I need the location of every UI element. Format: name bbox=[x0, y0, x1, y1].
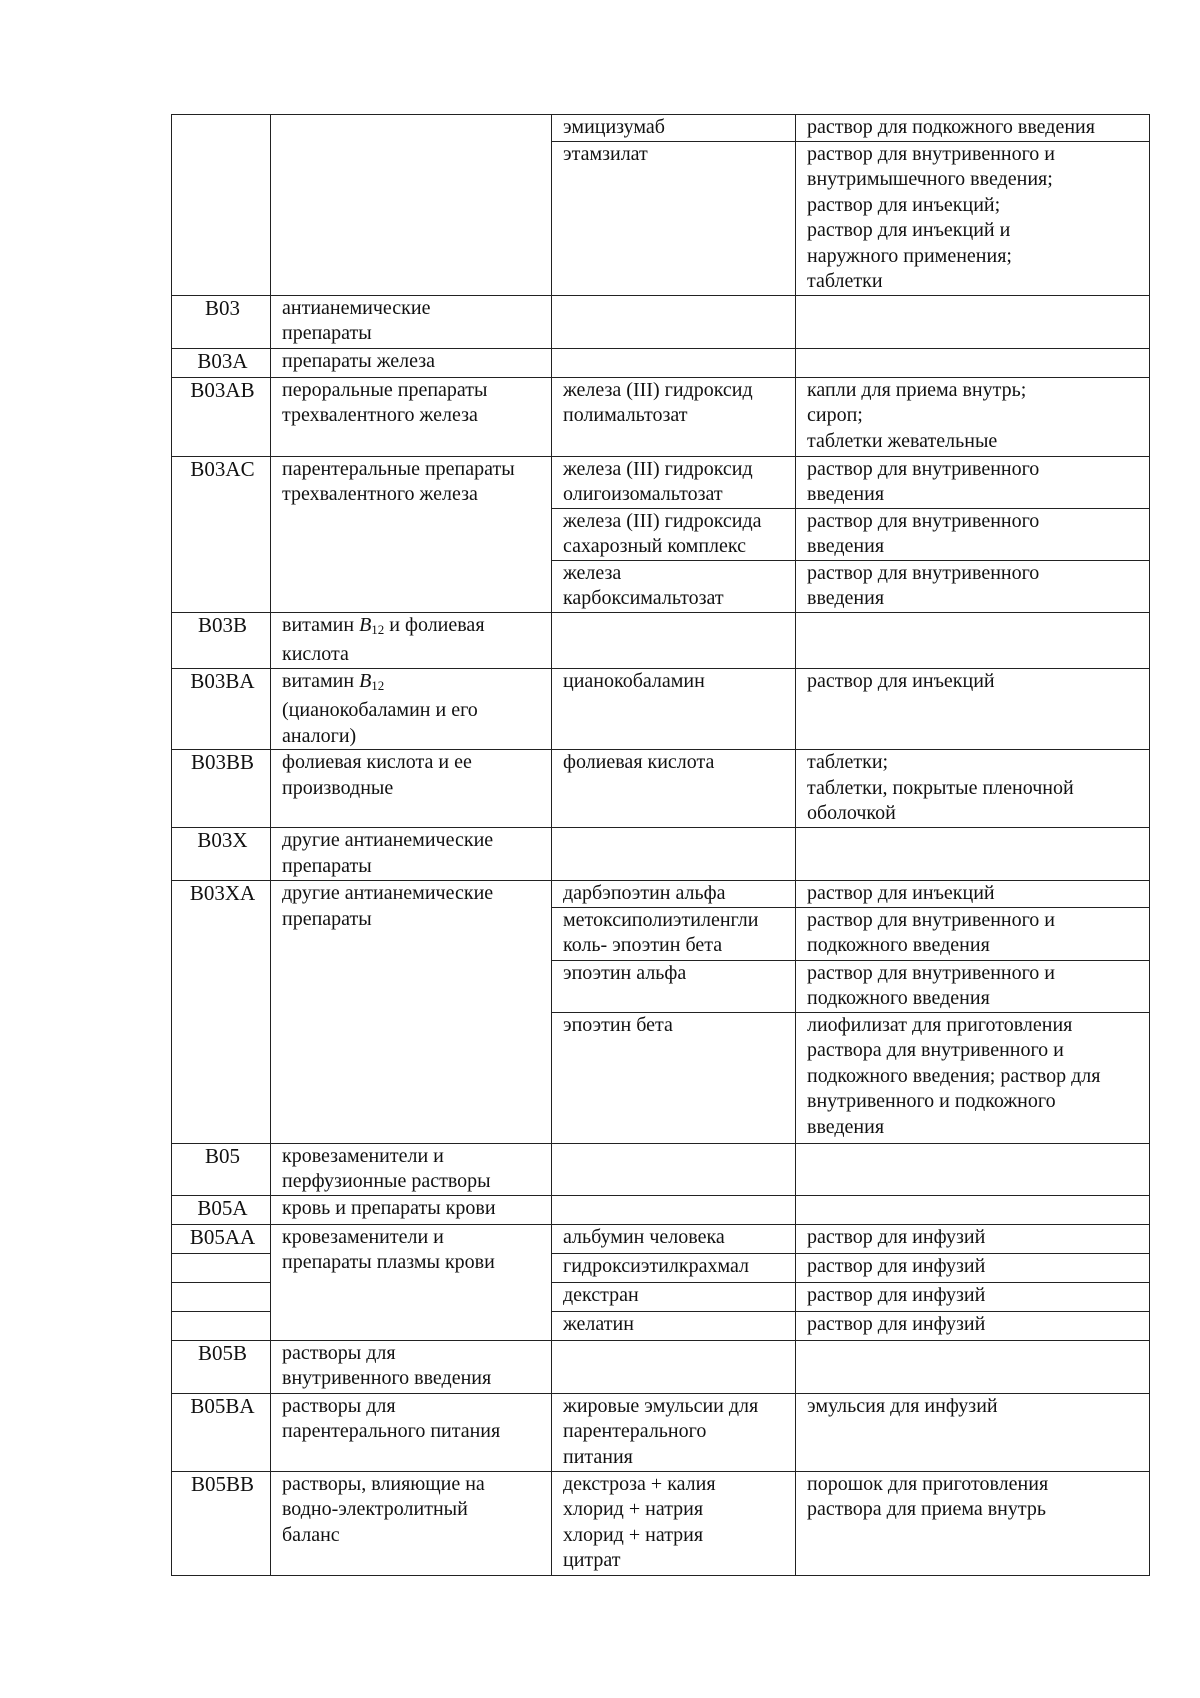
dosage-form-cell bbox=[796, 1340, 1150, 1393]
drug-name-cell bbox=[552, 348, 796, 377]
group-name-cell: пероральные препараты трехвалентного железа bbox=[271, 377, 552, 456]
drug-name-cell: железа (III) гидроксида сахарозный комплекс bbox=[552, 508, 796, 560]
group-name-cell: антианемические препараты bbox=[271, 295, 552, 348]
atc-code-cell: B05AA bbox=[172, 1224, 271, 1253]
vitamin-letter: В bbox=[359, 669, 372, 692]
table-row bbox=[172, 881, 1150, 908]
table-row bbox=[172, 1393, 1150, 1471]
atc-code-cell: B03 bbox=[172, 295, 271, 348]
drug-name-cell bbox=[552, 828, 796, 881]
drug-name-cell bbox=[552, 1143, 796, 1195]
atc-code-cell: B03XA bbox=[172, 881, 271, 1144]
table-row bbox=[172, 1340, 1150, 1393]
table-row bbox=[172, 115, 1150, 142]
dosage-form-cell: раствор для подкожного введения bbox=[796, 115, 1150, 142]
group-name-cell bbox=[271, 668, 552, 750]
drug-name-cell: дарбэпоэтин альфа bbox=[552, 881, 796, 908]
atc-code-cell: B03X bbox=[172, 828, 271, 881]
group-name-cell: растворы для внутривенного введения bbox=[271, 1340, 552, 1393]
dosage-form-cell bbox=[796, 1143, 1150, 1195]
atc-code-cell: B03AC bbox=[172, 456, 271, 612]
dosage-form-cell: раствор для инфузий bbox=[796, 1253, 1150, 1282]
drug-name-cell: фолиевая кислота bbox=[552, 750, 796, 828]
drug-name-cell: эмицизумаб bbox=[552, 115, 796, 142]
atc-code-cell bbox=[172, 1282, 271, 1311]
table-row bbox=[172, 828, 1150, 881]
dosage-form-cell: раствор для внутривенного и подкожного введения bbox=[796, 907, 1150, 960]
dosage-form-cell: раствор для внутривенного и подкожного введения bbox=[796, 960, 1150, 1012]
drug-name-cell bbox=[552, 1340, 796, 1393]
dosage-form-cell: раствор для инфузий bbox=[796, 1224, 1150, 1253]
dosage-form-cell: таблетки; таблетки, покрытые пленочной оболочкой bbox=[796, 750, 1150, 828]
group-name-cell: парентеральные препараты трехвалентного железа bbox=[271, 456, 552, 612]
dosage-form-cell: раствор для инфузий bbox=[796, 1282, 1150, 1311]
code-cell bbox=[172, 115, 271, 296]
table-row bbox=[172, 377, 1150, 456]
drug-name-cell: желатин bbox=[552, 1311, 796, 1340]
atc-code-cell: B05A bbox=[172, 1195, 271, 1224]
dosage-form-cell: раствор для внутривенного и внутримышечного введения; раствор для инъекций; раствор для инъекций и наружного применения; таблетки bbox=[796, 141, 1150, 295]
drug-name-cell: гидроксиэтилкрахмал bbox=[552, 1253, 796, 1282]
name-text: и фолиевая кислота bbox=[282, 613, 485, 665]
dosage-form-cell bbox=[796, 612, 1150, 668]
drug-name-cell: жировые эмульсии для парентерального питания bbox=[552, 1393, 796, 1471]
table-row bbox=[172, 348, 1150, 377]
vitamin-subscript: 12 bbox=[371, 677, 385, 693]
drug-name-cell: метоксиполиэтиленгли коль- эпоэтин бета bbox=[552, 907, 796, 960]
drug-name-cell: альбумин человека bbox=[552, 1224, 796, 1253]
group-name-cell: растворы для парентерального питания bbox=[271, 1393, 552, 1471]
atc-code-cell: B05BA bbox=[172, 1393, 271, 1471]
dosage-form-cell: порошок для приготовления раствора для приема внутрь bbox=[796, 1471, 1150, 1575]
atc-code-cell: B03BB bbox=[172, 750, 271, 828]
group-name-cell: другие антианемические препараты bbox=[271, 828, 552, 881]
vitamin-letter: В bbox=[359, 613, 372, 636]
drug-name-cell: железа карбоксимальтозат bbox=[552, 560, 796, 612]
drug-name-cell bbox=[552, 295, 796, 348]
atc-code-cell: B03A bbox=[172, 348, 271, 377]
group-name-cell bbox=[271, 612, 552, 668]
atc-code-cell: B03BA bbox=[172, 668, 271, 750]
atc-code-cell: B05 bbox=[172, 1143, 271, 1195]
dosage-form-cell: раствор для внутривенного введения bbox=[796, 456, 1150, 508]
table-row bbox=[172, 612, 1150, 668]
group-name-cell: кровь и препараты крови bbox=[271, 1195, 552, 1224]
drug-name-cell: эпоэтин бета bbox=[552, 1012, 796, 1143]
atc-code-cell bbox=[172, 1253, 271, 1282]
dosage-form-cell bbox=[796, 295, 1150, 348]
dosage-form-cell: раствор для инъекций bbox=[796, 668, 1150, 750]
drug-name-cell bbox=[552, 612, 796, 668]
table-row bbox=[172, 668, 1150, 750]
name-text: витамин bbox=[282, 669, 360, 692]
group-name-cell: растворы, влияющие на водно-электролитный баланс bbox=[271, 1471, 552, 1575]
table-row bbox=[172, 295, 1150, 348]
table-row bbox=[172, 1471, 1150, 1575]
drug-name-cell: железа (III) гидроксид полимальтозат bbox=[552, 377, 796, 456]
dosage-form-cell bbox=[796, 828, 1150, 881]
group-name-cell: фолиевая кислота и ее производные bbox=[271, 750, 552, 828]
dosage-form-cell: раствор для внутривенного введения bbox=[796, 560, 1150, 612]
drug-name-cell: эпоэтин альфа bbox=[552, 960, 796, 1012]
group-name-cell: другие антианемические препараты bbox=[271, 881, 552, 1144]
group-name-cell bbox=[271, 115, 552, 296]
drug-name-cell: декстроза + калия хлорид + натрия хлорид + натрия цитрат bbox=[552, 1471, 796, 1575]
table-row bbox=[172, 750, 1150, 828]
drug-name-cell: декстран bbox=[552, 1282, 796, 1311]
table-row bbox=[172, 1195, 1150, 1224]
dosage-form-cell: эмульсия для инфузий bbox=[796, 1393, 1150, 1471]
atc-code-cell: B05B bbox=[172, 1340, 271, 1393]
drug-name-cell: цианокобаламин bbox=[552, 668, 796, 750]
drug-name-cell bbox=[552, 1195, 796, 1224]
dosage-form-cell bbox=[796, 1195, 1150, 1224]
dosage-form-cell: раствор для инъекций bbox=[796, 881, 1150, 908]
atc-drug-table bbox=[171, 114, 1150, 1576]
atc-code-cell: B03B bbox=[172, 612, 271, 668]
group-name-cell: кровезаменители и препараты плазмы крови bbox=[271, 1224, 552, 1340]
table-row bbox=[172, 1143, 1150, 1195]
name-text: (цианокобаламин и его аналоги) bbox=[282, 699, 478, 747]
vitamin-subscript: 12 bbox=[371, 621, 385, 637]
drug-name-cell: этамзилат bbox=[552, 141, 796, 295]
group-name-cell: препараты железа bbox=[271, 348, 552, 377]
atc-code-cell bbox=[172, 1311, 271, 1340]
group-name-cell: кровезаменители и перфузионные растворы bbox=[271, 1143, 552, 1195]
table-row bbox=[172, 456, 1150, 508]
atc-code-cell: B03AB bbox=[172, 377, 271, 456]
dosage-form-cell: лиофилизат для приготовления раствора для внутривенного и подкожного введения; раствор для внутривенного и подкожного введения bbox=[796, 1012, 1150, 1143]
name-text: витамин bbox=[282, 613, 360, 636]
dosage-form-cell: раствор для внутривенного введения bbox=[796, 508, 1150, 560]
dosage-form-cell: раствор для инфузий bbox=[796, 1311, 1150, 1340]
table-row bbox=[172, 1224, 1150, 1253]
drug-name-cell: железа (III) гидроксид олигоизомальтозат bbox=[552, 456, 796, 508]
dosage-form-cell bbox=[796, 348, 1150, 377]
atc-code-cell: B05BB bbox=[172, 1471, 271, 1575]
dosage-form-cell: капли для приема внутрь; сироп; таблетки жевательные bbox=[796, 377, 1150, 456]
